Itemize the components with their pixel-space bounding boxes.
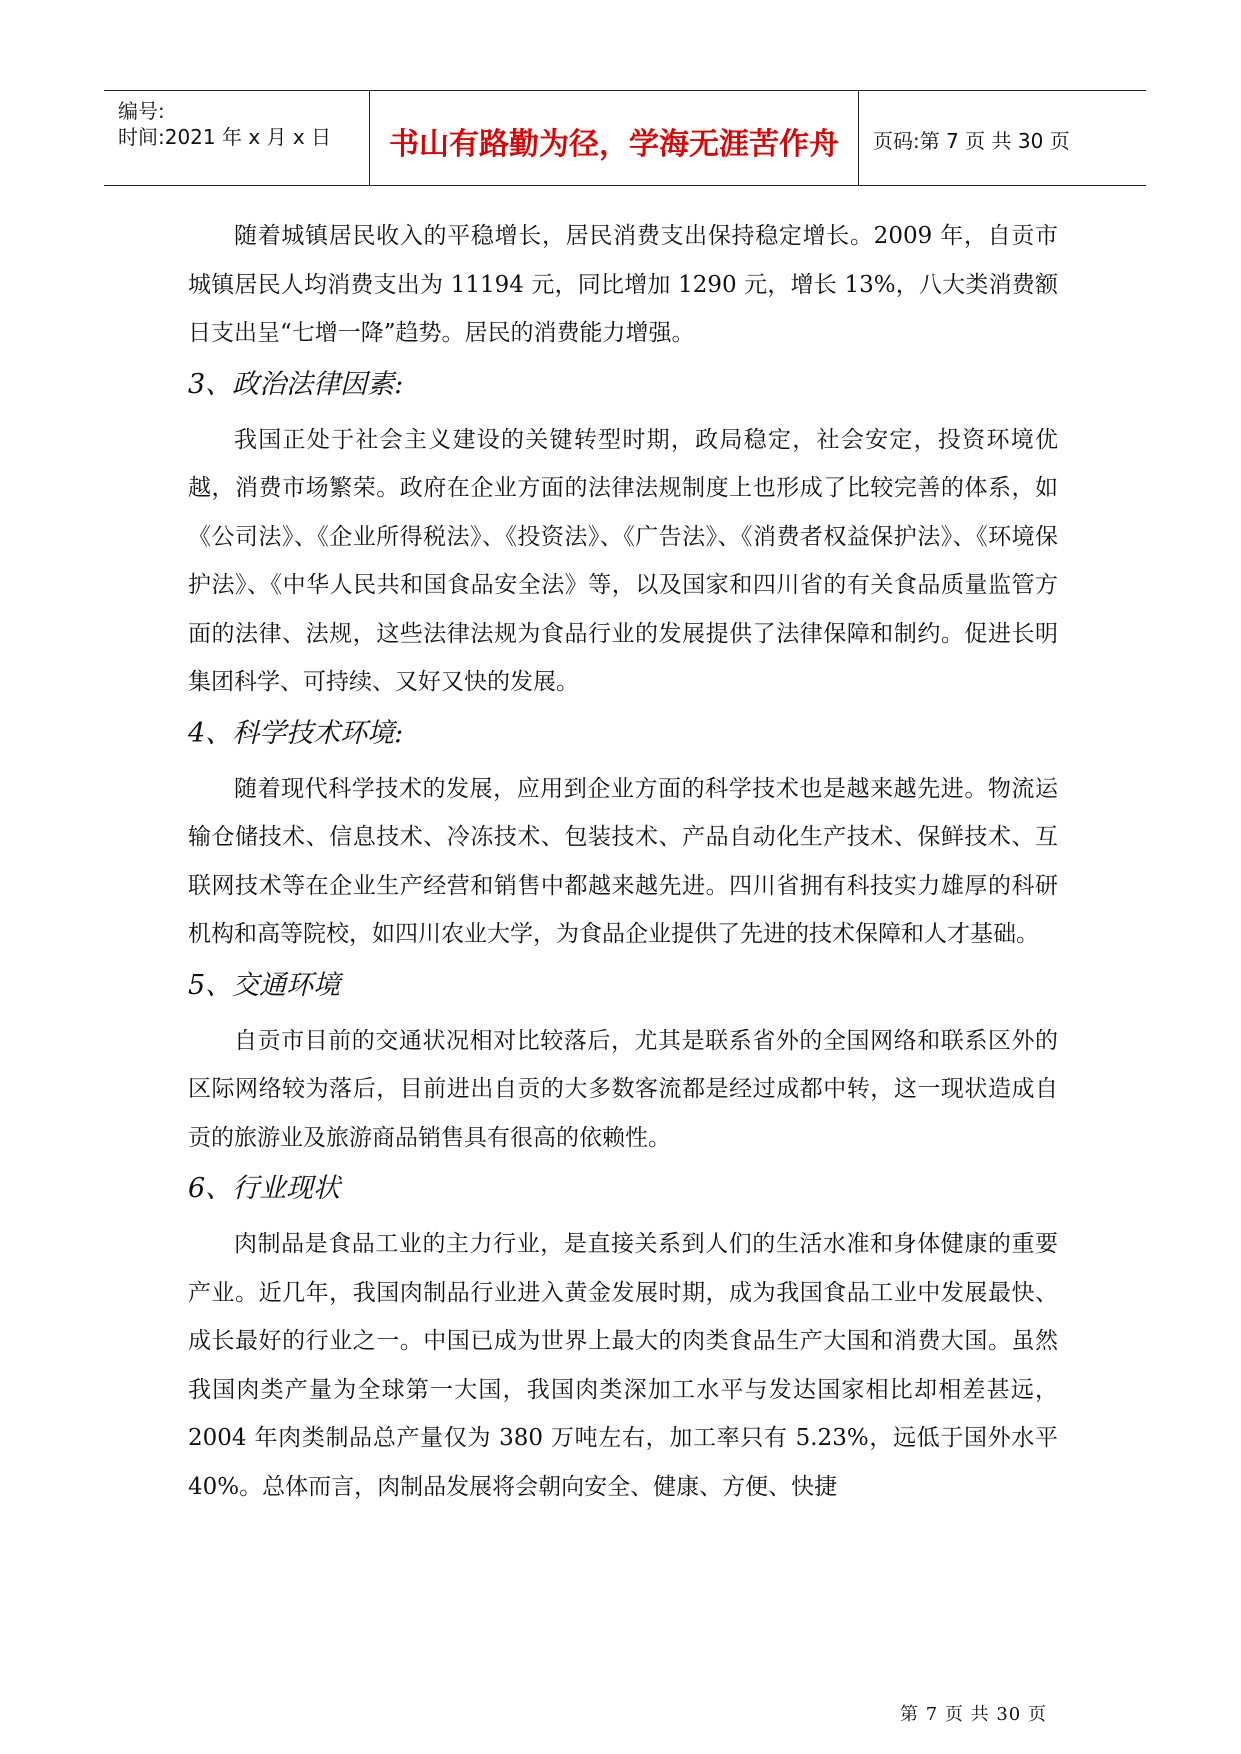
paragraph: 随着现代科学技术的发展，应用到企业方面的科学技术也是越来越先进。物流运输仓储技术、信息技术、冷冻技术、包装技术、产品自动化生产技术、保鲜技术、互联网技术等在企业生产经营和销售中都越来越先进。四川省拥有科技实力雄厚的科研机构和高等院校，如四川农业大学，为食品企业提供了先进的技术保障和人才基础。 bbox=[188, 775, 1058, 947]
header-page-cell bbox=[859, 91, 1146, 185]
header-info-cell bbox=[104, 91, 369, 185]
section-heading: 4、科学技术环境: bbox=[188, 717, 404, 749]
motto: 书山有路勤为径，学海无涯苦作舟 bbox=[389, 127, 839, 162]
section-heading: 5、交通环境 bbox=[188, 969, 341, 1001]
paragraph: 自贡市目前的交通状况相对比较落后，尤其是联系省外的全国网络和联系区外的区际网络较为落后，目前进出自贡的大多数客流都是经过成都中转，这一现状造成自贡的旅游业及旅游商品销售具有很高的依赖性。 bbox=[188, 1027, 1058, 1151]
page-header bbox=[104, 90, 1146, 186]
section-heading: 3、政治法律因素: bbox=[188, 368, 404, 400]
header-motto-cell bbox=[369, 91, 859, 185]
paragraph: 随着城镇居民收入的平稳增长，居民消费支出保持稳定增长。2009 年，自贡市城镇居民人均消费支出为 11194 元，同比增加 1290 元，增长 13%，八大类消费额日支出呈“七增一降”趋势。居民的消费能力增强。 bbox=[188, 223, 1058, 346]
section-heading: 6、行业现状 bbox=[188, 1173, 341, 1204]
time-label: 时间:2021 年 x 月 x 日 bbox=[118, 125, 332, 149]
paragraph: 肉制品是食品工业的主力行业，是直接关系到人们的生活水准和身体健康的重要产业。近几年，我国肉制品行业进入黄金发展时期，成为我国食品工业中发展最快、成长最好的行业之一。中国已成为世界上最大的肉类食品生产大国和消费大国。虽然我国肉类产量为全球第一大国，我国肉类深加工水平与发达国家相比却相差甚远，2004 年肉类制品总产量仅为 380 万吨左右，加工率只有 5.23%，远低于国外水平 40%。总体而言，肉制品发展将会朝向安全、健康、方便、快捷 bbox=[188, 1231, 1058, 1500]
document-body bbox=[188, 212, 1058, 1511]
number-label: 编号: bbox=[118, 99, 165, 123]
page-number-label: 页码:第 7 页 共 30 页 bbox=[873, 129, 1070, 153]
page-footer: 第 7 页 共 30 页 bbox=[900, 1704, 1047, 1725]
paragraph: 我国正处于社会主义建设的关键转型时期，政局稳定，社会安定，投资环境优越，消费市场繁荣。政府在企业方面的法律法规制度上也形成了比较完善的体系，如《公司法》、《企业所得税法》、《投资法》、《广告法》、《消费者权益保护法》、《环境保护法》、《中华人民共和国食品安全法》等，以及国家和四川省的有关食品质量监管方面的法律、法规，这些法律法规为食品行业的发展提供了法律保障和制约。促进长明集团科学、可持续、又好又快的发展。 bbox=[188, 426, 1058, 695]
